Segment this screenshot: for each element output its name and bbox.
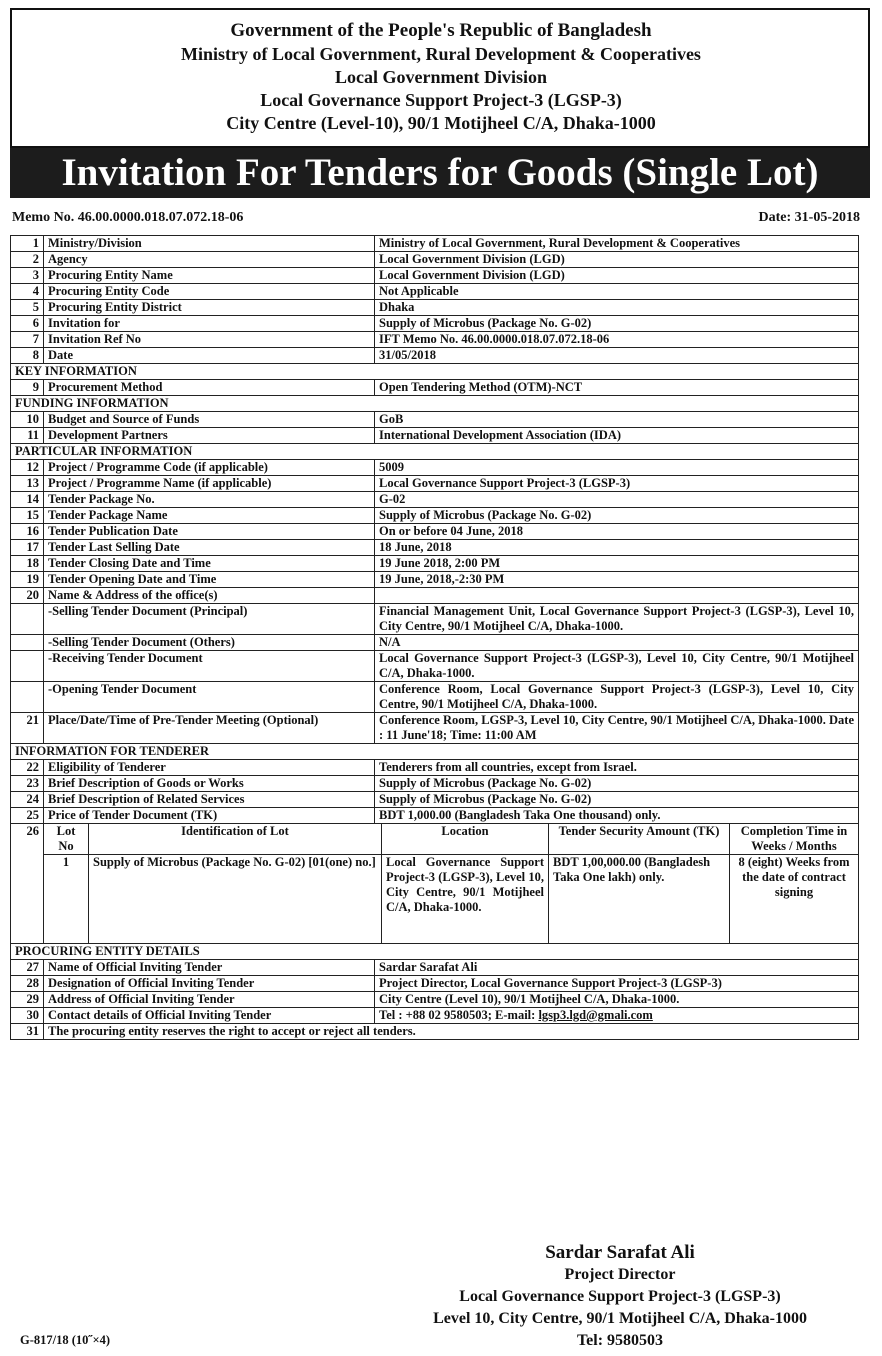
- section-header-row: [11, 744, 859, 760]
- row-value: [375, 992, 859, 1008]
- table-row: [11, 524, 859, 540]
- row-value-text: Supply of Microbus (Package No. G-02): [379, 776, 592, 790]
- row-value-text: Conference Room, Local Governance Support Project-3 (LGSP-3), Level 10, City Centre, 90/1 Motijheel C/A, Dhaka-1000.: [379, 682, 854, 711]
- row-number: 7: [11, 332, 44, 348]
- row-number: 9: [11, 380, 44, 396]
- section-title: KEY INFORMATION: [11, 364, 859, 380]
- table-row: [11, 332, 859, 348]
- row-value-text: Sardar Sarafat Ali: [379, 960, 478, 974]
- row-value-text: Open Tendering Method (OTM)-NCT: [379, 380, 583, 394]
- row-value-text: 18 June, 2018: [379, 540, 452, 554]
- section-title: PARTICULAR INFORMATION: [11, 444, 859, 460]
- header-ministry: Ministry of Local Government, Rural Development & Cooperatives: [181, 44, 701, 64]
- table-row: [11, 604, 859, 635]
- lot-header-cell: Tender Security Amount (TK): [549, 824, 730, 855]
- row-value: [375, 380, 859, 396]
- row-number: 15: [11, 508, 44, 524]
- table-row: [11, 635, 859, 651]
- table-row: [11, 476, 859, 492]
- row-value-text: 31/05/2018: [379, 348, 436, 362]
- row-value-text: Supply of Microbus (Package No. G-02): [379, 316, 592, 330]
- table-row: [11, 713, 859, 744]
- row-value-text: G-02: [379, 492, 406, 506]
- signatory-tel: Tel: 9580503: [576, 1332, 664, 1349]
- row-value: [375, 960, 859, 976]
- section-header-row: [11, 364, 859, 380]
- lot-row: [11, 824, 859, 944]
- lot-header-cell: Completion Time in Weeks / Months: [730, 824, 859, 855]
- row-number: 21: [11, 713, 44, 744]
- row-label: Development Partners: [44, 428, 375, 444]
- row-value: [375, 332, 859, 348]
- table-row: [11, 460, 859, 476]
- row-value-text: Tenderers from all countries, except from Israel.: [379, 760, 637, 774]
- table-row: [11, 572, 859, 588]
- row-number: 20: [11, 588, 44, 604]
- row-label: Designation of Official Inviting Tender: [44, 976, 375, 992]
- row-label: Price of Tender Document (TK): [44, 808, 375, 824]
- row-label: Agency: [44, 252, 375, 268]
- row-label: Name & Address of the office(s): [44, 588, 375, 604]
- row-value: [375, 572, 859, 588]
- row-value: [375, 268, 859, 284]
- row-label: Place/Date/Time of Pre-Tender Meeting (Optional): [44, 713, 375, 744]
- lot-security: BDT 1,00,000.00 (Bangladesh Taka One lakh) only.: [549, 855, 730, 944]
- row-value: [375, 348, 859, 364]
- table-row: [11, 760, 859, 776]
- lot-identification: Supply of Microbus (Package No. G-02) [01(one) no.]: [89, 855, 382, 944]
- row-value: [375, 316, 859, 332]
- row-value-text: International Development Association (IDA): [379, 428, 622, 442]
- row-value: [375, 284, 859, 300]
- table-row: [11, 268, 859, 284]
- row-value-text: IFT Memo No. 46.00.0000.018.07.072.18-06: [379, 332, 610, 346]
- row-number: 29: [11, 992, 44, 1008]
- row-number: 5: [11, 300, 44, 316]
- lot-header-row: [44, 824, 858, 855]
- row-value: [375, 492, 859, 508]
- row-number: 27: [11, 960, 44, 976]
- row-value: [375, 651, 859, 682]
- row-number: [11, 635, 44, 651]
- table-row: [11, 808, 859, 824]
- table-row: [11, 428, 859, 444]
- lot-header-cell: Lot No: [44, 824, 89, 855]
- lot-header-cell: Location: [382, 824, 549, 855]
- row-label: Address of Official Inviting Tender: [44, 992, 375, 1008]
- row-label: Tender Package Name: [44, 508, 375, 524]
- row-number: [11, 682, 44, 713]
- row-value: [375, 713, 859, 744]
- row-value-text: Supply of Microbus (Package No. G-02): [379, 792, 592, 806]
- row-label: Tender Publication Date: [44, 524, 375, 540]
- row-value-text: Tel : +88 02 9580503; E-mail:: [379, 1008, 539, 1022]
- row-value-text: On or before 04 June, 2018: [379, 524, 523, 538]
- row-number: 3: [11, 268, 44, 284]
- row-value-text: Financial Management Unit, Local Governance Support Project-3 (LGSP-3), Level 10, City Centre, 90/1 Motijheel C/A, Dhaka-1000.: [379, 604, 854, 633]
- row-value: [375, 635, 859, 651]
- row-value: [375, 460, 859, 476]
- section-header-row: [11, 396, 859, 412]
- row-value-text: Not Applicable: [379, 284, 459, 298]
- row-label: -Opening Tender Document: [44, 682, 375, 713]
- row-label: The procuring entity reserves the right to accept or reject all tenders.: [44, 1024, 859, 1040]
- row-number: 31: [11, 1024, 44, 1040]
- table-row: [11, 992, 859, 1008]
- row-value: [375, 524, 859, 540]
- row-value-text: 19 June 2018, 2:00 PM: [379, 556, 501, 570]
- row-number: 16: [11, 524, 44, 540]
- row-label: Ministry/Division: [44, 236, 375, 252]
- row-number: 24: [11, 792, 44, 808]
- row-value: [375, 792, 859, 808]
- table-row: [11, 682, 859, 713]
- row-number: 4: [11, 284, 44, 300]
- row-value: [375, 556, 859, 572]
- row-label: Brief Description of Related Services: [44, 792, 375, 808]
- row-number: 26: [11, 824, 44, 944]
- email-link[interactable]: lgsp3.lgd@gmali.com: [538, 1008, 653, 1022]
- header-project: Local Governance Support Project-3 (LGSP-3): [260, 90, 622, 110]
- row-value-text: City Centre (Level 10), 90/1 Motijheel C/A, Dhaka-1000.: [379, 992, 680, 1006]
- row-value: [375, 682, 859, 713]
- row-number: 30: [11, 1008, 44, 1024]
- header-government: Government of the People's Republic of Bangladesh: [230, 20, 652, 41]
- section-title: INFORMATION FOR TENDERER: [11, 744, 859, 760]
- row-number: [11, 604, 44, 635]
- row-label: Invitation Ref No: [44, 332, 375, 348]
- row-number: 13: [11, 476, 44, 492]
- header-division: Local Government Division: [335, 67, 547, 87]
- table-row: [11, 792, 859, 808]
- row-number: 17: [11, 540, 44, 556]
- row-label: Brief Description of Goods or Works: [44, 776, 375, 792]
- row-label: Tender Last Selling Date: [44, 540, 375, 556]
- row-number: 25: [11, 808, 44, 824]
- row-value: [375, 808, 859, 824]
- row-label: Procurement Method: [44, 380, 375, 396]
- row-value: [375, 428, 859, 444]
- row-number: 28: [11, 976, 44, 992]
- row-number: 6: [11, 316, 44, 332]
- row-label: Project / Programme Code (if applicable): [44, 460, 375, 476]
- row-label: -Receiving Tender Document: [44, 651, 375, 682]
- row-value-text: Local Government Division (LGD): [379, 252, 565, 266]
- row-value-text: Supply of Microbus (Package No. G-02): [379, 508, 592, 522]
- row-value: [375, 604, 859, 635]
- memo-date: Date: 31-05-2018: [758, 210, 860, 225]
- row-value-text: BDT 1,000.00 (Bangladesh Taka One thousand) only.: [379, 808, 661, 822]
- row-value-text: GoB: [379, 412, 404, 426]
- row-value-text: Local Governance Support Project-3 (LGSP-3), Level 10, City Centre, 90/1 Motijheel C/A, Dhaka-1000.: [379, 651, 854, 680]
- table-row: [11, 556, 859, 572]
- row-number: 12: [11, 460, 44, 476]
- signatory-name: Sardar Sarafat Ali: [545, 1242, 695, 1263]
- row-value: [375, 976, 859, 992]
- table-row: [11, 651, 859, 682]
- row-value-text: Local Governance Support Project-3 (LGSP-3): [379, 476, 631, 490]
- tender-table: [10, 235, 859, 1040]
- table-row: [11, 236, 859, 252]
- row-value: [375, 476, 859, 492]
- row-label: Tender Opening Date and Time: [44, 572, 375, 588]
- table-row: [11, 252, 859, 268]
- row-number: 8: [11, 348, 44, 364]
- section-header-row: [11, 444, 859, 460]
- row-label: -Selling Tender Document (Others): [44, 635, 375, 651]
- row-number: [11, 651, 44, 682]
- memo-number: Memo No. 46.00.0000.018.07.072.18-06: [12, 210, 244, 225]
- table-row: [11, 960, 859, 976]
- section-header-row: [11, 944, 859, 960]
- signatory-address: Level 10, City Centre, 90/1 Motijheel C/A, Dhaka-1000: [433, 1310, 807, 1327]
- lot-lot: 1: [44, 855, 89, 944]
- table-row: [11, 976, 859, 992]
- table-row: [11, 492, 859, 508]
- section-title: FUNDING INFORMATION: [11, 396, 859, 412]
- row-value: [375, 540, 859, 556]
- row-value: [375, 588, 859, 604]
- table-row: [11, 1008, 859, 1024]
- signature-block: [390, 1242, 850, 1352]
- row-label: Date: [44, 348, 375, 364]
- row-value: [375, 760, 859, 776]
- table-row: [11, 1024, 859, 1040]
- lot-cell: [44, 824, 859, 944]
- table-row: [11, 776, 859, 792]
- header-address: City Centre (Level-10), 90/1 Motijheel C/A, Dhaka-1000: [226, 113, 656, 133]
- lot-completion: 8 (eight) Weeks from the date of contract signing: [730, 855, 859, 944]
- table-row: [11, 540, 859, 556]
- lot-data-row: [44, 855, 858, 944]
- row-value-text: N/A: [379, 635, 401, 649]
- row-number: 23: [11, 776, 44, 792]
- row-number: 22: [11, 760, 44, 776]
- lot-header-cell: Identification of Lot: [89, 824, 382, 855]
- tender-title-banner: Invitation For Tenders for Goods (Single Lot): [10, 148, 870, 198]
- row-number: 14: [11, 492, 44, 508]
- row-value: [375, 252, 859, 268]
- table-row: [11, 348, 859, 364]
- table-row: [11, 508, 859, 524]
- row-value: [375, 508, 859, 524]
- row-value-text: Local Government Division (LGD): [379, 268, 565, 282]
- row-label: Name of Official Inviting Tender: [44, 960, 375, 976]
- row-label: Procuring Entity Name: [44, 268, 375, 284]
- ad-code: G-817/18 (10˝×4): [20, 1333, 111, 1347]
- row-label: -Selling Tender Document (Principal): [44, 604, 375, 635]
- row-value-text: Dhaka: [379, 300, 415, 314]
- row-number: 18: [11, 556, 44, 572]
- table-row: [11, 588, 859, 604]
- row-label: Tender Package No.: [44, 492, 375, 508]
- row-number: 11: [11, 428, 44, 444]
- row-value: [375, 300, 859, 316]
- signatory-project: Local Governance Support Project-3 (LGSP-3): [459, 1288, 781, 1305]
- row-value-text: 19 June, 2018,-2:30 PM: [379, 572, 505, 586]
- row-label: Invitation for: [44, 316, 375, 332]
- section-title: PROCURING ENTITY DETAILS: [11, 944, 859, 960]
- lot-table: [44, 824, 858, 943]
- row-value: [375, 236, 859, 252]
- table-row: [11, 412, 859, 428]
- row-label: Procuring Entity Code: [44, 284, 375, 300]
- row-number: 2: [11, 252, 44, 268]
- row-value-text: Ministry of Local Government, Rural Development & Cooperatives: [379, 236, 741, 250]
- row-number: 10: [11, 412, 44, 428]
- signatory-title: Project Director: [564, 1266, 676, 1283]
- row-label: Eligibility of Tenderer: [44, 760, 375, 776]
- row-value: [375, 776, 859, 792]
- row-number: 1: [11, 236, 44, 252]
- row-label: Contact details of Official Inviting Tender: [44, 1008, 375, 1024]
- row-value-text: Conference Room, LGSP-3, Level 10, City Centre, 90/1 Motijheel C/A, Dhaka-1000. Date : 11 June'18; Time: 11:00 AM: [379, 713, 854, 742]
- row-value-text: 5009: [379, 460, 404, 474]
- row-value: [375, 1008, 859, 1024]
- row-value: [375, 412, 859, 428]
- row-label: Tender Closing Date and Time: [44, 556, 375, 572]
- row-label: Procuring Entity District: [44, 300, 375, 316]
- row-label: Budget and Source of Funds: [44, 412, 375, 428]
- table-row: [11, 380, 859, 396]
- lot-location: Local Governance Support Project-3 (LGSP-3), Level 10, City Centre, 90/1 Motijheel C/A, Dhaka-1000.: [382, 855, 549, 944]
- table-row: [11, 316, 859, 332]
- row-number: 19: [11, 572, 44, 588]
- row-label: Project / Programme Name (if applicable): [44, 476, 375, 492]
- table-row: [11, 300, 859, 316]
- row-value-text: Project Director, Local Governance Support Project-3 (LGSP-3): [379, 976, 722, 990]
- table-row: [11, 284, 859, 300]
